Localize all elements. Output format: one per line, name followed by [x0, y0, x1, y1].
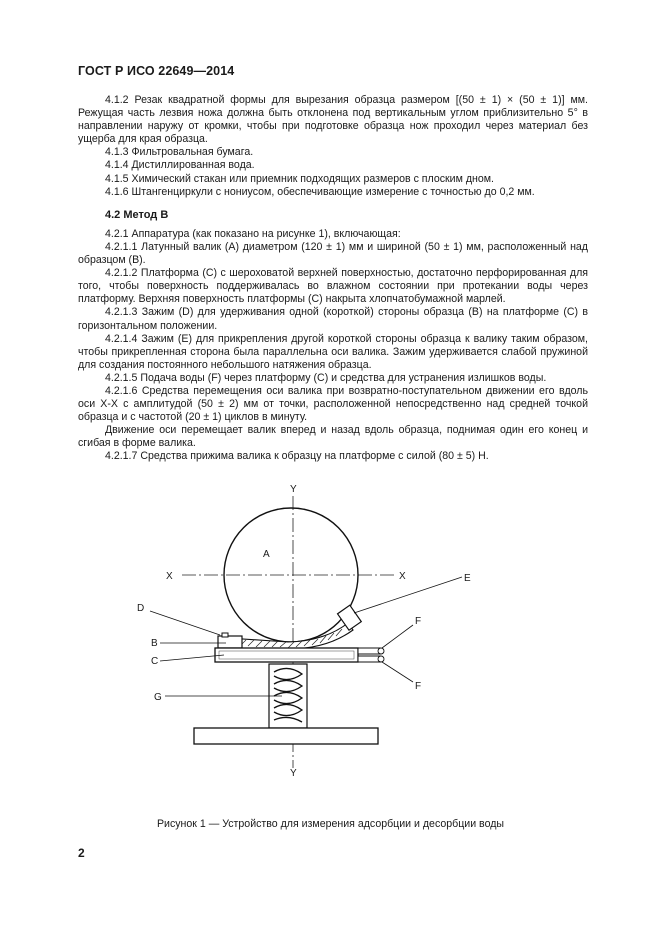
label-y-bottom: Y	[290, 768, 297, 779]
clamp-e	[338, 605, 362, 630]
paragraph-4-2-1-1: 4.2.1.1 Латунный валик (A) диаметром (120 ± 1) мм и шириной (50 ± 1) мм, расположенный над образцом (B).	[78, 240, 588, 267]
label-d: D	[137, 603, 145, 614]
label-g: G	[154, 692, 162, 703]
paragraph-4-1-2: 4.1.2 Резак квадратной формы для вырезания образца размером [(50 ± 1) × (50 ± 1)] мм. Режущая часть лезвия ножа должна быть отклонена под вертикальным углом приблизительно 5° в направлении наружу от кромки, чтобы при подготовке образца нож проходил через материал без ущерба для края образца.	[78, 94, 588, 146]
label-a: A	[263, 549, 270, 560]
platform-c	[215, 648, 358, 662]
figure-1-apparatus	[120, 478, 540, 784]
label-x-right: X	[399, 571, 406, 582]
paragraph-movement: Движение оси перемещает валик вперед и назад вдоль образца, поднимая один его конец и сгибая в форме валика.	[78, 424, 588, 450]
label-f-bottom: F	[415, 681, 422, 692]
paragraph-4-1-4: 4.1.4 Дистиллированная вода.	[105, 159, 255, 172]
document-header: ГОСТ Р ИСО 22649—2014	[78, 64, 235, 78]
paragraph-4-1-5: 4.1.5 Химический стакан или приемник подходящих размеров с плоским дном.	[105, 172, 494, 185]
paragraph-4-2-1-6: 4.2.1.6 Средства перемещения оси валика при возвратно-поступательном движении его вдоль оси X-X с амплитудой (50 ± 2) мм от точки, расположенной непосредственно над средней точкой образца и с частотой (20 ± 1) циклов в минуту.	[78, 384, 588, 424]
clamp-d	[218, 633, 242, 648]
water-supply-f	[358, 648, 384, 662]
paragraph-4-2-1-5: 4.2.1.5 Подача воды (F) через платформу (C) и средства для устранения излишков воды.	[105, 371, 547, 384]
label-c: C	[151, 656, 159, 667]
apparatus-diagram	[120, 478, 540, 784]
paragraph-4-2-1: 4.2.1 Аппаратура (как показано на рисунке 1), включающая:	[105, 227, 401, 240]
label-e: E	[464, 573, 471, 584]
document-body	[78, 94, 588, 464]
label-y-top: Y	[290, 484, 297, 495]
paragraph-4-2-1-7: 4.2.1.7 Средства прижима валика к образцу на платформе с силой (80 ± 5) Н.	[105, 450, 489, 463]
label-b: B	[151, 638, 158, 649]
label-f-top: F	[415, 616, 422, 627]
section-title: 4.2 Метод В	[105, 208, 169, 221]
paragraph-4-1-3: 4.1.3 Фильтровальная бумага.	[105, 146, 254, 159]
paragraph-4-1-6: 4.1.6 Штангенциркули с нониусом, обеспечивающие измерение с точностью до 0,2 мм.	[105, 185, 535, 198]
figure-caption: Рисунок 1 — Устройство для измерения адсорбции и десорбции воды	[156, 818, 505, 830]
paragraph-4-2-1-3: 4.2.1.3 Зажим (D) для удерживания одной (короткой) стороны образца (B) на платформе (C) в горизонтальном положении.	[78, 306, 588, 332]
paragraph-4-2-1-4: 4.2.1.4 Зажим (E) для прикрепления другой короткой стороны образца к валику таким образом, чтобы прикрепленная сторона была параллельна оси валика. Зажим удерживается слабой пружиной для создания постоянного небольшого натяжения образца.	[78, 332, 588, 371]
base	[194, 728, 378, 744]
label-x-left: X	[166, 571, 173, 582]
paragraph-4-2-1-2: 4.2.1.2 Платформа (C) с шероховатой верхней поверхностью, достаточно перфорированная для того, чтобы поверхность поддерживалась во влажном состоянии при протекании воды через платформу. Верхняя поверхность платформы (C) накрыта хлопчатобумажной марлей.	[78, 267, 588, 306]
page-number: 2	[78, 846, 85, 860]
